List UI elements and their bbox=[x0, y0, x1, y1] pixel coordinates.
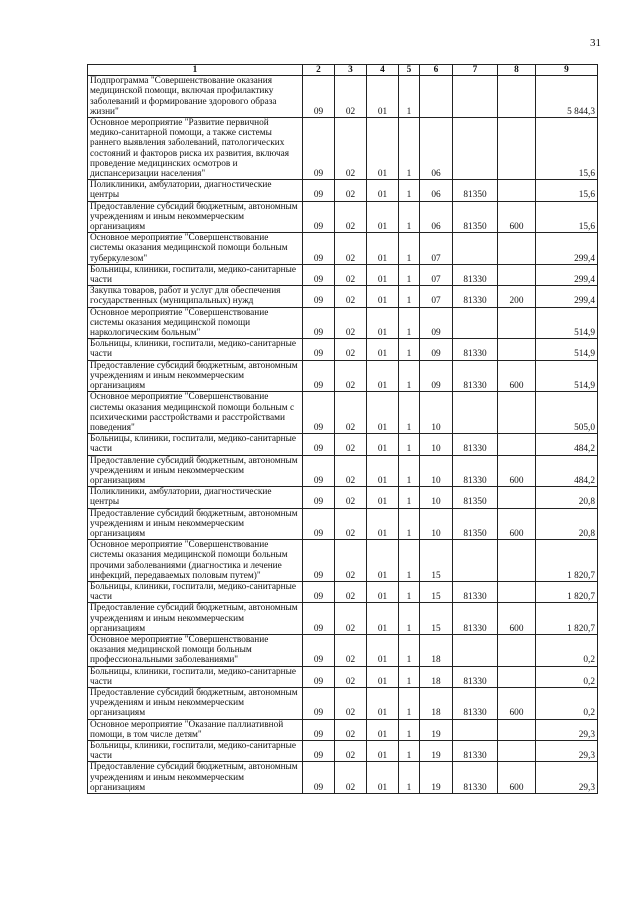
row-name-cell: Больницы, клиники, госпитали, медико-санитарные части bbox=[88, 264, 303, 285]
activity-code-cell: 09 bbox=[420, 339, 453, 360]
activity-code-cell: 10 bbox=[420, 508, 453, 540]
ministry-code-cell: 09 bbox=[303, 264, 335, 285]
expense-type-cell: 600 bbox=[498, 360, 536, 392]
program-code-cell: 1 bbox=[399, 455, 420, 487]
section-code-cell: 02 bbox=[335, 434, 367, 455]
subsection-code-cell: 01 bbox=[367, 741, 399, 762]
table-row bbox=[88, 540, 598, 582]
ministry-code-cell: 09 bbox=[303, 392, 335, 434]
program-code-cell: 1 bbox=[399, 118, 420, 180]
section-code-cell: 02 bbox=[335, 581, 367, 602]
row-name-cell: Больницы, клиники, госпитали, медико-санитарные части bbox=[88, 581, 303, 602]
ministry-code-cell: 09 bbox=[303, 180, 335, 201]
direction-code-cell: 81350 bbox=[453, 180, 498, 201]
table-row bbox=[88, 687, 598, 719]
expense-type-cell bbox=[498, 634, 536, 666]
section-code-cell: 02 bbox=[335, 687, 367, 719]
table-row bbox=[88, 233, 598, 265]
expense-type-cell bbox=[498, 233, 536, 265]
amount-cell: 15,6 bbox=[536, 180, 598, 201]
table-row bbox=[88, 762, 598, 794]
subsection-code-cell: 01 bbox=[367, 339, 399, 360]
table-row bbox=[88, 180, 598, 201]
table-row bbox=[88, 666, 598, 687]
expense-type-cell bbox=[498, 339, 536, 360]
ministry-code-cell: 09 bbox=[303, 76, 335, 118]
section-code-cell: 02 bbox=[335, 455, 367, 487]
expense-type-cell bbox=[498, 118, 536, 180]
expense-type-cell bbox=[498, 581, 536, 602]
direction-code-cell bbox=[453, 118, 498, 180]
ministry-code-cell: 09 bbox=[303, 603, 335, 635]
table-row bbox=[88, 264, 598, 285]
expense-type-cell: 600 bbox=[498, 455, 536, 487]
expense-type-cell bbox=[498, 264, 536, 285]
expense-type-cell: 600 bbox=[498, 687, 536, 719]
row-name-cell: Основное мероприятие "Развитие первичной медико-санитарной помощи, а также системы раннего выявления заболеваний, патологических состояний и факторов риска их развития, включая проведение медицинских осмотров и диспансеризации населения" bbox=[88, 118, 303, 180]
amount-cell: 0,2 bbox=[536, 666, 598, 687]
direction-code-cell: 81330 bbox=[453, 741, 498, 762]
ministry-code-cell: 09 bbox=[303, 201, 335, 233]
subsection-code-cell: 01 bbox=[367, 581, 399, 602]
table-row bbox=[88, 307, 598, 339]
program-code-cell: 1 bbox=[399, 487, 420, 508]
subsection-code-cell: 01 bbox=[367, 634, 399, 666]
activity-code-cell: 07 bbox=[420, 286, 453, 307]
row-name-cell: Поликлиники, амбулатории, диагностические центры bbox=[88, 487, 303, 508]
program-code-cell: 1 bbox=[399, 286, 420, 307]
section-code-cell: 02 bbox=[335, 233, 367, 265]
program-code-cell: 1 bbox=[399, 233, 420, 265]
activity-code-cell: 10 bbox=[420, 434, 453, 455]
subsection-code-cell: 01 bbox=[367, 307, 399, 339]
table-row bbox=[88, 581, 598, 602]
ministry-code-cell: 09 bbox=[303, 339, 335, 360]
amount-cell: 299,4 bbox=[536, 264, 598, 285]
ministry-code-cell: 09 bbox=[303, 741, 335, 762]
table-row bbox=[88, 487, 598, 508]
activity-code-cell: 06 bbox=[420, 118, 453, 180]
program-code-cell: 1 bbox=[399, 666, 420, 687]
ministry-code-cell: 09 bbox=[303, 286, 335, 307]
direction-code-cell: 81330 bbox=[453, 286, 498, 307]
direction-code-cell: 81330 bbox=[453, 360, 498, 392]
expense-type-cell bbox=[498, 180, 536, 201]
ministry-code-cell: 09 bbox=[303, 719, 335, 740]
direction-code-cell: 81330 bbox=[453, 666, 498, 687]
direction-code-cell: 81330 bbox=[453, 339, 498, 360]
section-code-cell: 02 bbox=[335, 741, 367, 762]
expense-type-cell: 600 bbox=[498, 603, 536, 635]
row-name-cell: Закупка товаров, работ и услуг для обеспечения государственных (муниципальных) нужд bbox=[88, 286, 303, 307]
section-code-cell: 02 bbox=[335, 762, 367, 794]
activity-code-cell: 07 bbox=[420, 264, 453, 285]
row-name-cell: Основное мероприятие "Совершенствование системы оказания медицинской помощи больным прочими заболеваниями (диагностика и лечение инфекций, передаваемых половым путем)" bbox=[88, 540, 303, 582]
section-code-cell: 02 bbox=[335, 201, 367, 233]
table-row bbox=[88, 603, 598, 635]
budget-table bbox=[87, 64, 598, 794]
ministry-code-cell: 09 bbox=[303, 540, 335, 582]
expense-type-cell: 600 bbox=[498, 201, 536, 233]
section-code-cell: 02 bbox=[335, 118, 367, 180]
direction-code-cell: 81330 bbox=[453, 581, 498, 602]
amount-cell: 20,8 bbox=[536, 487, 598, 508]
expense-type-cell bbox=[498, 741, 536, 762]
expense-type-cell bbox=[498, 540, 536, 582]
activity-code-cell: 06 bbox=[420, 180, 453, 201]
subsection-code-cell: 01 bbox=[367, 233, 399, 265]
amount-cell: 29,3 bbox=[536, 762, 598, 794]
activity-code-cell: 09 bbox=[420, 307, 453, 339]
header-cell: 9 bbox=[536, 65, 598, 76]
ministry-code-cell: 09 bbox=[303, 666, 335, 687]
row-name-cell: Подпрограмма "Совершенствование оказания медицинской помощи, включая профилактику заболеваний и формирование здорового образа жизни" bbox=[88, 76, 303, 118]
row-name-cell: Основное мероприятие "Совершенствование оказания медицинской помощи больным профессиональными заболеваниями" bbox=[88, 634, 303, 666]
program-code-cell: 1 bbox=[399, 360, 420, 392]
subsection-code-cell: 01 bbox=[367, 76, 399, 118]
ministry-code-cell: 09 bbox=[303, 434, 335, 455]
header-cell: 4 bbox=[367, 65, 399, 76]
program-code-cell: 1 bbox=[399, 392, 420, 434]
ministry-code-cell: 09 bbox=[303, 634, 335, 666]
program-code-cell: 1 bbox=[399, 719, 420, 740]
ministry-code-cell: 09 bbox=[303, 687, 335, 719]
ministry-code-cell: 09 bbox=[303, 307, 335, 339]
program-code-cell: 1 bbox=[399, 741, 420, 762]
row-name-cell: Предоставление субсидий бюджетным, автономным учреждениям и иным некоммерческим организациям bbox=[88, 455, 303, 487]
header-row bbox=[88, 65, 598, 76]
activity-code-cell bbox=[420, 76, 453, 118]
section-code-cell: 02 bbox=[335, 719, 367, 740]
section-code-cell: 02 bbox=[335, 634, 367, 666]
header-cell: 2 bbox=[303, 65, 335, 76]
row-name-cell: Основное мероприятие "Совершенствование системы оказания медицинской помощи больным с психическими расстройствами и расстройствами поведения" bbox=[88, 392, 303, 434]
table-row bbox=[88, 392, 598, 434]
program-code-cell: 1 bbox=[399, 508, 420, 540]
direction-code-cell: 81330 bbox=[453, 264, 498, 285]
amount-cell: 484,2 bbox=[536, 455, 598, 487]
header-cell: 5 bbox=[399, 65, 420, 76]
section-code-cell: 02 bbox=[335, 286, 367, 307]
table-row bbox=[88, 360, 598, 392]
activity-code-cell: 10 bbox=[420, 392, 453, 434]
subsection-code-cell: 01 bbox=[367, 434, 399, 455]
amount-cell: 1 820,7 bbox=[536, 540, 598, 582]
activity-code-cell: 15 bbox=[420, 581, 453, 602]
section-code-cell: 02 bbox=[335, 603, 367, 635]
program-code-cell: 1 bbox=[399, 264, 420, 285]
section-code-cell: 02 bbox=[335, 180, 367, 201]
subsection-code-cell: 01 bbox=[367, 455, 399, 487]
row-name-cell: Больницы, клиники, госпитали, медико-санитарные части bbox=[88, 666, 303, 687]
direction-code-cell bbox=[453, 634, 498, 666]
table-row bbox=[88, 201, 598, 233]
amount-cell: 29,3 bbox=[536, 719, 598, 740]
program-code-cell: 1 bbox=[399, 603, 420, 635]
activity-code-cell: 19 bbox=[420, 719, 453, 740]
program-code-cell: 1 bbox=[399, 634, 420, 666]
program-code-cell: 1 bbox=[399, 339, 420, 360]
activity-code-cell: 18 bbox=[420, 666, 453, 687]
row-name-cell: Предоставление субсидий бюджетным, автономным учреждениям и иным некоммерческим организациям bbox=[88, 360, 303, 392]
section-code-cell: 02 bbox=[335, 392, 367, 434]
table-row bbox=[88, 286, 598, 307]
section-code-cell: 02 bbox=[335, 339, 367, 360]
expense-type-cell bbox=[498, 666, 536, 687]
section-code-cell: 02 bbox=[335, 264, 367, 285]
ministry-code-cell: 09 bbox=[303, 455, 335, 487]
subsection-code-cell: 01 bbox=[367, 719, 399, 740]
activity-code-cell: 15 bbox=[420, 603, 453, 635]
row-name-cell: Предоставление субсидий бюджетным, автономным учреждениям и иным некоммерческим организациям bbox=[88, 201, 303, 233]
header-cell: 8 bbox=[498, 65, 536, 76]
amount-cell: 299,4 bbox=[536, 286, 598, 307]
ministry-code-cell: 09 bbox=[303, 487, 335, 508]
activity-code-cell: 15 bbox=[420, 540, 453, 582]
activity-code-cell: 09 bbox=[420, 360, 453, 392]
table-row bbox=[88, 118, 598, 180]
page-number: 31 bbox=[590, 37, 601, 49]
header-cell: 6 bbox=[420, 65, 453, 76]
section-code-cell: 02 bbox=[335, 487, 367, 508]
program-code-cell: 1 bbox=[399, 581, 420, 602]
amount-cell: 514,9 bbox=[536, 339, 598, 360]
row-name-cell: Поликлиники, амбулатории, диагностические центры bbox=[88, 180, 303, 201]
subsection-code-cell: 01 bbox=[367, 118, 399, 180]
subsection-code-cell: 01 bbox=[367, 687, 399, 719]
expense-type-cell bbox=[498, 487, 536, 508]
table-row bbox=[88, 455, 598, 487]
ministry-code-cell: 09 bbox=[303, 508, 335, 540]
row-name-cell: Предоставление субсидий бюджетным, автономным учреждениям и иным некоммерческим организациям bbox=[88, 508, 303, 540]
amount-cell: 15,6 bbox=[536, 118, 598, 180]
direction-code-cell bbox=[453, 719, 498, 740]
amount-cell: 514,9 bbox=[536, 307, 598, 339]
row-name-cell: Больницы, клиники, госпитали, медико-санитарные части bbox=[88, 339, 303, 360]
subsection-code-cell: 01 bbox=[367, 762, 399, 794]
row-name-cell: Предоставление субсидий бюджетным, автономным учреждениям и иным некоммерческим организациям bbox=[88, 687, 303, 719]
subsection-code-cell: 01 bbox=[367, 360, 399, 392]
row-name-cell: Предоставление субсидий бюджетным, автономным учреждениям и иным некоммерческим организациям bbox=[88, 603, 303, 635]
amount-cell: 0,2 bbox=[536, 634, 598, 666]
program-code-cell: 1 bbox=[399, 540, 420, 582]
subsection-code-cell: 01 bbox=[367, 508, 399, 540]
amount-cell: 1 820,7 bbox=[536, 603, 598, 635]
row-name-cell: Предоставление субсидий бюджетным, автономным учреждениям и иным некоммерческим организациям bbox=[88, 762, 303, 794]
program-code-cell: 1 bbox=[399, 762, 420, 794]
activity-code-cell: 10 bbox=[420, 487, 453, 508]
activity-code-cell: 18 bbox=[420, 634, 453, 666]
table-row bbox=[88, 434, 598, 455]
program-code-cell: 1 bbox=[399, 434, 420, 455]
section-code-cell: 02 bbox=[335, 508, 367, 540]
program-code-cell: 1 bbox=[399, 76, 420, 118]
header-cell: 1 bbox=[88, 65, 303, 76]
direction-code-cell: 81350 bbox=[453, 487, 498, 508]
program-code-cell: 1 bbox=[399, 687, 420, 719]
direction-code-cell: 81350 bbox=[453, 508, 498, 540]
row-name-cell: Основное мероприятие "Совершенствование системы оказания медицинской помощи наркологическим больным" bbox=[88, 307, 303, 339]
activity-code-cell: 18 bbox=[420, 687, 453, 719]
direction-code-cell bbox=[453, 76, 498, 118]
header-cell: 3 bbox=[335, 65, 367, 76]
activity-code-cell: 19 bbox=[420, 762, 453, 794]
direction-code-cell: 81350 bbox=[453, 201, 498, 233]
amount-cell: 484,2 bbox=[536, 434, 598, 455]
direction-code-cell: 81330 bbox=[453, 455, 498, 487]
amount-cell: 15,6 bbox=[536, 201, 598, 233]
ministry-code-cell: 09 bbox=[303, 360, 335, 392]
program-code-cell: 1 bbox=[399, 307, 420, 339]
direction-code-cell: 81330 bbox=[453, 687, 498, 719]
ministry-code-cell: 09 bbox=[303, 581, 335, 602]
expense-type-cell bbox=[498, 392, 536, 434]
amount-cell: 20,8 bbox=[536, 508, 598, 540]
subsection-code-cell: 01 bbox=[367, 540, 399, 582]
amount-cell: 0,2 bbox=[536, 687, 598, 719]
expense-type-cell bbox=[498, 76, 536, 118]
subsection-code-cell: 01 bbox=[367, 666, 399, 687]
expense-type-cell bbox=[498, 719, 536, 740]
subsection-code-cell: 01 bbox=[367, 603, 399, 635]
expense-type-cell bbox=[498, 307, 536, 339]
expense-type-cell: 600 bbox=[498, 762, 536, 794]
table-row bbox=[88, 339, 598, 360]
amount-cell: 29,3 bbox=[536, 741, 598, 762]
row-name-cell: Больницы, клиники, госпитали, медико-санитарные части bbox=[88, 741, 303, 762]
section-code-cell: 02 bbox=[335, 666, 367, 687]
amount-cell: 5 844,3 bbox=[536, 76, 598, 118]
activity-code-cell: 07 bbox=[420, 233, 453, 265]
expense-type-cell bbox=[498, 434, 536, 455]
direction-code-cell bbox=[453, 307, 498, 339]
table-row bbox=[88, 741, 598, 762]
section-code-cell: 02 bbox=[335, 360, 367, 392]
program-code-cell: 1 bbox=[399, 201, 420, 233]
subsection-code-cell: 01 bbox=[367, 487, 399, 508]
direction-code-cell bbox=[453, 540, 498, 582]
subsection-code-cell: 01 bbox=[367, 201, 399, 233]
direction-code-cell: 81330 bbox=[453, 434, 498, 455]
activity-code-cell: 19 bbox=[420, 741, 453, 762]
amount-cell: 514,9 bbox=[536, 360, 598, 392]
direction-code-cell bbox=[453, 392, 498, 434]
section-code-cell: 02 bbox=[335, 307, 367, 339]
activity-code-cell: 06 bbox=[420, 201, 453, 233]
row-name-cell: Больницы, клиники, госпитали, медико-санитарные части bbox=[88, 434, 303, 455]
section-code-cell: 02 bbox=[335, 76, 367, 118]
ministry-code-cell: 09 bbox=[303, 118, 335, 180]
subsection-code-cell: 01 bbox=[367, 286, 399, 307]
subsection-code-cell: 01 bbox=[367, 392, 399, 434]
ministry-code-cell: 09 bbox=[303, 762, 335, 794]
table-row bbox=[88, 508, 598, 540]
ministry-code-cell: 09 bbox=[303, 233, 335, 265]
activity-code-cell: 10 bbox=[420, 455, 453, 487]
amount-cell: 1 820,7 bbox=[536, 581, 598, 602]
subsection-code-cell: 01 bbox=[367, 180, 399, 201]
amount-cell: 505,0 bbox=[536, 392, 598, 434]
table-row bbox=[88, 76, 598, 118]
expense-type-cell: 600 bbox=[498, 508, 536, 540]
row-name-cell: Основное мероприятие "Совершенствование системы оказания медицинской помощи больным туберкулезом" bbox=[88, 233, 303, 265]
section-code-cell: 02 bbox=[335, 540, 367, 582]
amount-cell: 299,4 bbox=[536, 233, 598, 265]
table-row bbox=[88, 719, 598, 740]
direction-code-cell bbox=[453, 233, 498, 265]
expense-type-cell: 200 bbox=[498, 286, 536, 307]
row-name-cell: Основное мероприятие "Оказание паллиативной помощи, в том числе детям" bbox=[88, 719, 303, 740]
subsection-code-cell: 01 bbox=[367, 264, 399, 285]
table-row bbox=[88, 634, 598, 666]
direction-code-cell: 81330 bbox=[453, 603, 498, 635]
header-cell: 7 bbox=[453, 65, 498, 76]
program-code-cell: 1 bbox=[399, 180, 420, 201]
direction-code-cell: 81330 bbox=[453, 762, 498, 794]
